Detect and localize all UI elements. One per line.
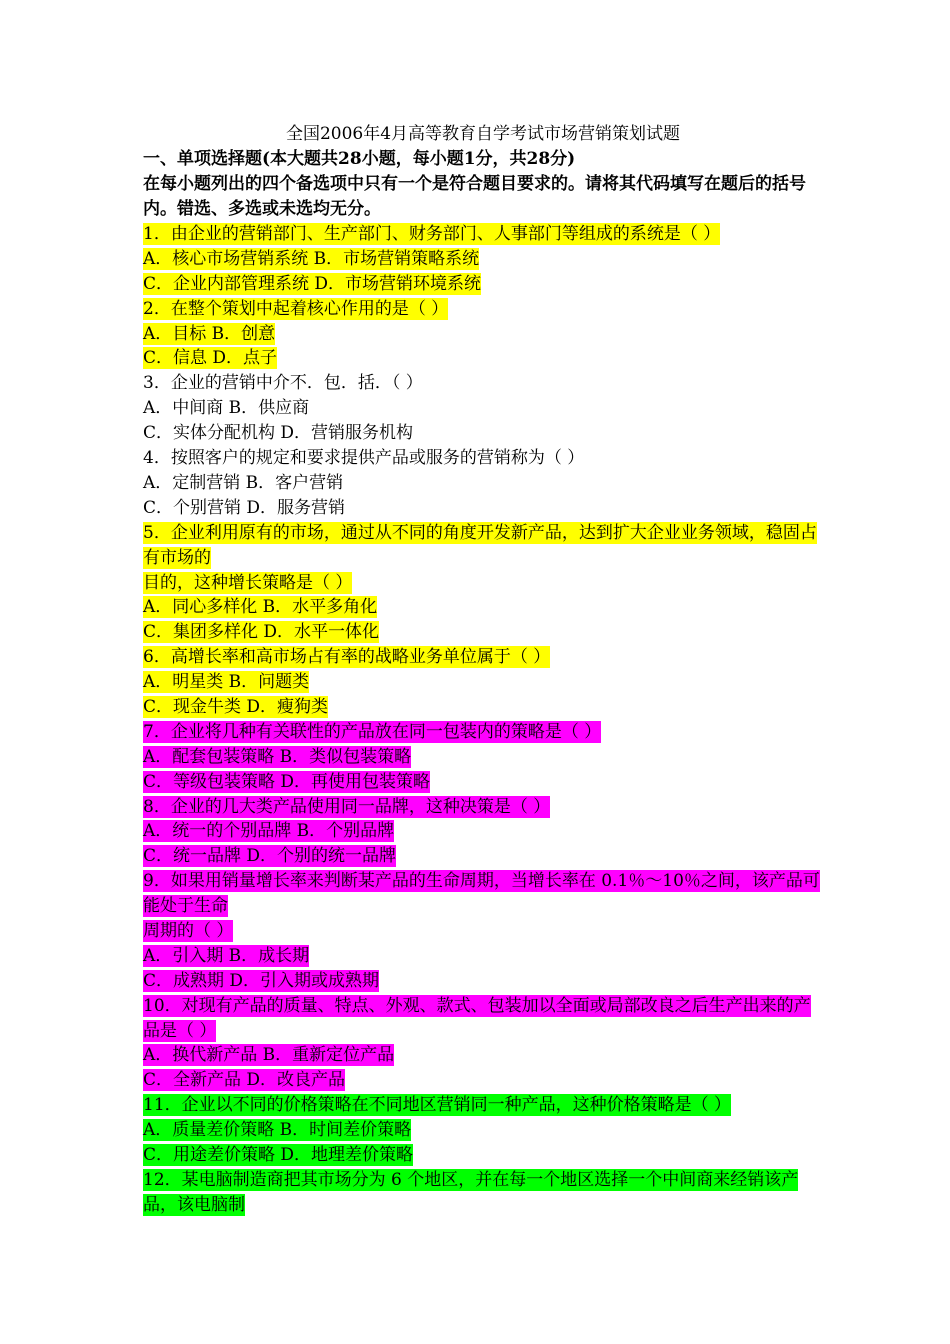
question-line-text: A．统一的个别品牌 B．个别品牌 <box>143 821 395 842</box>
question-list <box>143 222 823 1218</box>
question-line-text: 2．在整个策划中起着核心作用的是（ ） <box>143 298 449 319</box>
question-line <box>143 994 823 1044</box>
question-line-text: C．实体分配机构 D．营销服务机构 <box>143 423 414 444</box>
question-line <box>143 944 823 969</box>
question-line-text: C．信息 D．点子 <box>143 348 278 369</box>
question-line <box>143 595 823 620</box>
question-line-text: A．中间商 B．供应商 <box>143 398 310 419</box>
question-line-text: 3．企业的营销中介不．包．括．（ ） <box>143 373 423 394</box>
question-line-text: C．集团多样化 D．水平一体化 <box>143 622 380 643</box>
question-line <box>143 969 823 994</box>
question-line <box>143 770 823 795</box>
document-page <box>143 122 823 1218</box>
question-line <box>143 1093 823 1118</box>
question-line <box>143 396 823 421</box>
question-line-text: 7．企业将几种有关联性的产品放在同一包装内的策略是（ ） <box>143 721 602 742</box>
question-line-text: A．换代新产品 B．重新定位产品 <box>143 1045 395 1066</box>
question-line <box>143 272 823 297</box>
question-line <box>143 620 823 645</box>
section-heading: 一、单项选择题(本大题共28小题，每小题1分，共28分) <box>143 149 576 169</box>
question-line <box>143 471 823 496</box>
question-line-text: 5．企业利用原有的市场，通过从不同的角度开发新产品，达到扩大企业业务领域，稳固占有市场的 <box>143 522 817 568</box>
question-line <box>143 919 823 944</box>
question-line <box>143 322 823 347</box>
question-line-text: C．统一品牌 D．个别的统一品牌 <box>143 846 397 867</box>
question-line <box>143 1043 823 1068</box>
question-line <box>143 695 823 720</box>
question-line-text: A．定制营销 B．客户营销 <box>143 472 344 493</box>
question-line-text: 10．对现有产品的质量、特点、外观、款式、包装加以全面或局部改良之后生产出来的产品是（ ） <box>143 995 811 1041</box>
question-line-text: A．质量差价策略 B．时间差价策略 <box>143 1120 412 1141</box>
question-line-text: 1．由企业的营销部门、生产部门、财务部门、人事部门等组成的系统是（ ） <box>143 224 721 244</box>
question-line-text: C．现金牛类 D．瘦狗类 <box>143 696 329 717</box>
question-line-text: 目的，这种增长策略是（ ） <box>143 572 353 593</box>
question-line <box>143 645 823 670</box>
question-line-text: A．核心市场营销系统 B．市场营销策略系统 <box>143 248 480 269</box>
question-line-text: A．目标 B．创意 <box>143 323 276 344</box>
question-line <box>143 844 823 869</box>
question-line-text: C．等级包装策略 D．再使用包装策略 <box>143 771 431 792</box>
question-line-text: A．配套包装策略 B．类似包装策略 <box>143 746 412 767</box>
question-line-text: 4．按照客户的规定和要求提供产品或服务的营销称为（ ） <box>143 448 585 469</box>
question-line-text: C．全新产品 D．改良产品 <box>143 1070 346 1091</box>
question-line <box>143 247 823 272</box>
question-line <box>143 222 823 247</box>
question-line <box>143 1068 823 1093</box>
question-line-text: C．个别营销 D．服务营销 <box>143 497 346 518</box>
question-line <box>143 1118 823 1143</box>
question-line-text: 9．如果用销量增长率来判断某产品的生命周期，当增长率在 0.1％～10％之间，该产品可能处于生命 <box>143 871 820 917</box>
question-line <box>143 745 823 770</box>
question-line-text: 8．企业的几大类产品使用同一品牌，这种决策是（ ） <box>143 796 551 817</box>
question-line-text: A．明星类 B．问题类 <box>143 672 310 693</box>
question-line <box>143 819 823 844</box>
question-line-text: C．用途差价策略 D．地理差价策略 <box>143 1145 414 1166</box>
question-line <box>143 496 823 521</box>
question-line <box>143 421 823 446</box>
question-line <box>143 1143 823 1168</box>
question-line <box>143 346 823 371</box>
question-line-text: A．引入期 B．成长期 <box>143 945 310 966</box>
question-line-text: 周期的（ ） <box>143 921 234 941</box>
question-line <box>143 446 823 471</box>
question-line-text: 6．高增长率和高市场占有率的战略业务单位属于（ ） <box>143 647 551 668</box>
question-line-text: C．成熟期 D．引入期或成熟期 <box>143 970 380 991</box>
question-line <box>143 1168 823 1218</box>
document-title: 全国2006年4月高等教育自学考试市场营销策划试题 <box>285 124 681 144</box>
question-line <box>143 670 823 695</box>
question-line <box>143 521 823 571</box>
question-line <box>143 869 823 919</box>
question-line <box>143 571 823 596</box>
question-line-text: A．同心多样化 B．水平多角化 <box>143 597 378 618</box>
question-line <box>143 720 823 745</box>
question-line <box>143 371 823 396</box>
question-line-text: C．企业内部管理系统 D．市场营销环境系统 <box>143 273 482 294</box>
question-line <box>143 795 823 820</box>
question-line-text: 11．企业以不同的价格策略在不同地区营销同一种产品，这种价格策略是（ ） <box>143 1095 732 1116</box>
instructions: 在每小题列出的四个备选项中只有一个是符合题目要求的。请将其代码填写在题后的括号内。错选、多选或未选均无分。 <box>143 174 806 219</box>
question-line <box>143 297 823 322</box>
question-line-text: 12．某电脑制造商把其市场分为 6 个地区，并在每一个地区选择一个中间商来经销该产品，该电脑制 <box>143 1169 799 1215</box>
